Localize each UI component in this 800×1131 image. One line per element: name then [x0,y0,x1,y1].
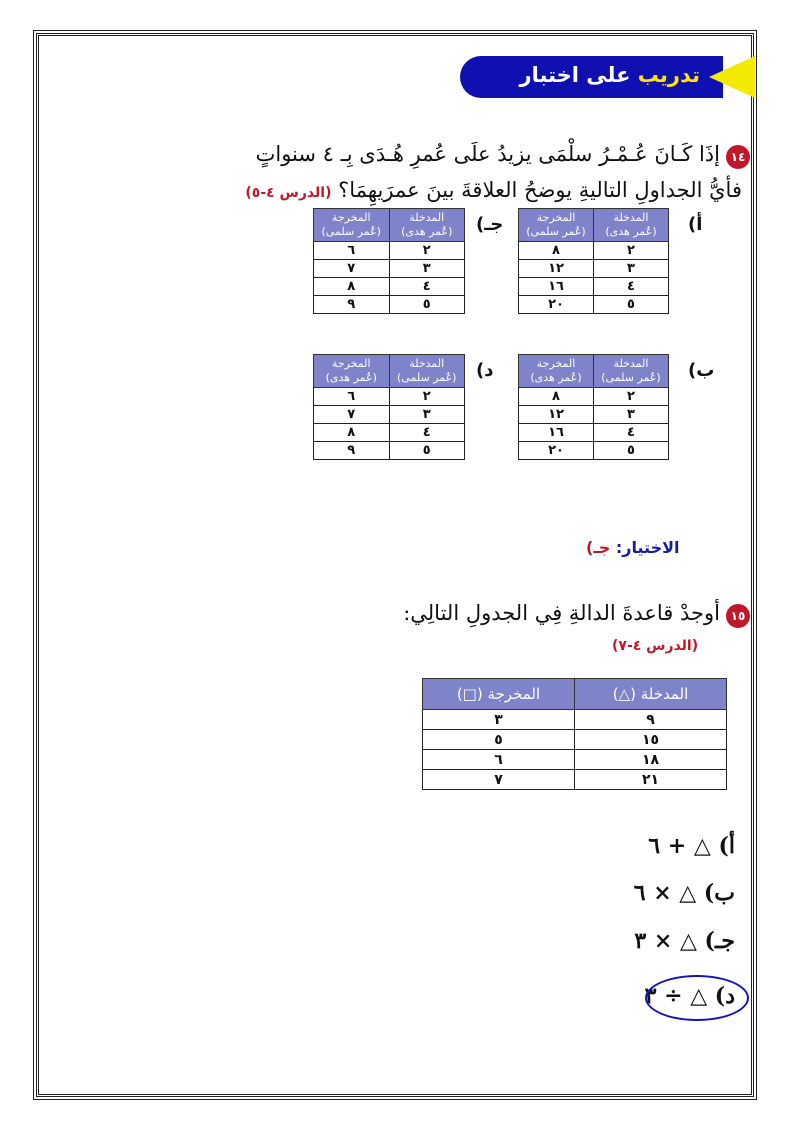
question-14-text: فأيُّ الجداولِ التاليةِ يوضحُ العلاقةَ بينَ عمرَيهِمَا؟ [338,178,742,202]
table-a-output-header: المخرجة (عُمر سلمى) [519,209,594,242]
table-row: ١٨ ٦ [423,750,727,770]
question-15-text: أوجدْ قاعدةَ الدالةِ فِي الجدولِ التالِي: [403,601,720,625]
question-14-text-line2 [245,178,742,202]
table-row: ٩ ٣ [423,710,727,730]
table-row: ٢١ ٧ [423,770,727,790]
question-15-lesson-ref: (الدرس ٤-٧) [612,638,699,654]
table-option-a [518,208,669,314]
q15-option-b-label: ب) [703,880,735,906]
table-row: ٥ ٢٠ [519,296,669,314]
table-row: ٢ ٦ [314,388,465,406]
banner-title-highlight: تدريب [637,63,700,87]
option-c-label: جـ) [476,214,504,235]
training-banner [455,56,755,98]
table-row: ٣ ١٢ [519,260,669,278]
table-row: ٢ ٨ [519,242,669,260]
q15-option-a [648,833,735,859]
banner-title-rest: على اختبار [519,63,631,87]
q15-option-d-expr: △ ÷ ٣ [644,983,708,1009]
q15-option-c-expr: △ × ٣ [634,928,697,954]
option-d-label: د) [476,360,494,381]
answer-label: الاختيار: [615,538,680,557]
option-b-label: ب) [688,360,715,381]
banner-arrow-icon [709,56,755,98]
table-row: ٤ ١٦ [519,424,669,442]
question-15-number-badge: ١٥ [726,604,750,628]
table-c-output-header: المخرجة (عُمر سلمى) [314,209,390,242]
table-row: ٤ ١٦ [519,278,669,296]
q15-option-d-label: د) [714,983,735,1009]
table-option-c [313,208,465,314]
answer-circle-highlight [645,975,749,1021]
q15-option-c [634,928,735,954]
table-d-input-header: المدخلة (عُمر سلمى) [389,355,465,388]
q15-option-c-label: جـ) [704,928,735,954]
table-row: ١٥ ٥ [423,730,727,750]
table-row: ٢ ٨ [519,388,669,406]
table-d-output-header: المخرجة (عُمر هدى) [314,355,390,388]
table-row: ٤ ٨ [314,278,465,296]
table-row: ٣ ٧ [314,406,465,424]
table-row: ٣ ٧ [314,260,465,278]
table-row: ٥ ٩ [314,296,465,314]
table-row: ٣ ١٢ [519,406,669,424]
question-14-number-badge: ١٤ [726,145,750,169]
table-row: ٥ ٢٠ [519,442,669,460]
question-14-text-line1: إذَا كَـانَ عُـمْـرُ سلْمَى يزيدُ علَى عُمرِ هُـدَى بِـ ٤ سنواتٍ [255,142,720,166]
table-b-input-header: المدخلة (عُمر سلمى) [594,355,669,388]
q15-option-b-expr: △ × ٦ [633,880,697,906]
table-row: ٤ ٨ [314,424,465,442]
table-option-d [313,354,465,460]
banner-title [520,63,700,87]
q15-option-b [634,880,735,906]
table-row: ٥ ٩ [314,442,465,460]
table-option-b [518,354,669,460]
table-b-output-header: المخرجة (عُمر هدى) [519,355,594,388]
q15-option-a-expr: △ + ٦ [648,833,711,859]
q15-option-a-label: أ) [718,833,735,859]
function-table [422,678,727,790]
question-14-lesson-ref: (الدرس ٤-٥) [245,185,332,201]
table-c-input-header: المدخلة (عُمر هدى) [389,209,465,242]
answer-value: جـ) [586,538,611,557]
option-a-label: أ) [688,214,703,235]
answer-choice [586,538,680,557]
function-table-input-header: المدخلة (△) [575,679,727,710]
function-table-output-header: المخرجة (□) [423,679,575,710]
table-row: ٢ ٦ [314,242,465,260]
table-a-input-header: المدخلة (عُمر هدى) [594,209,669,242]
